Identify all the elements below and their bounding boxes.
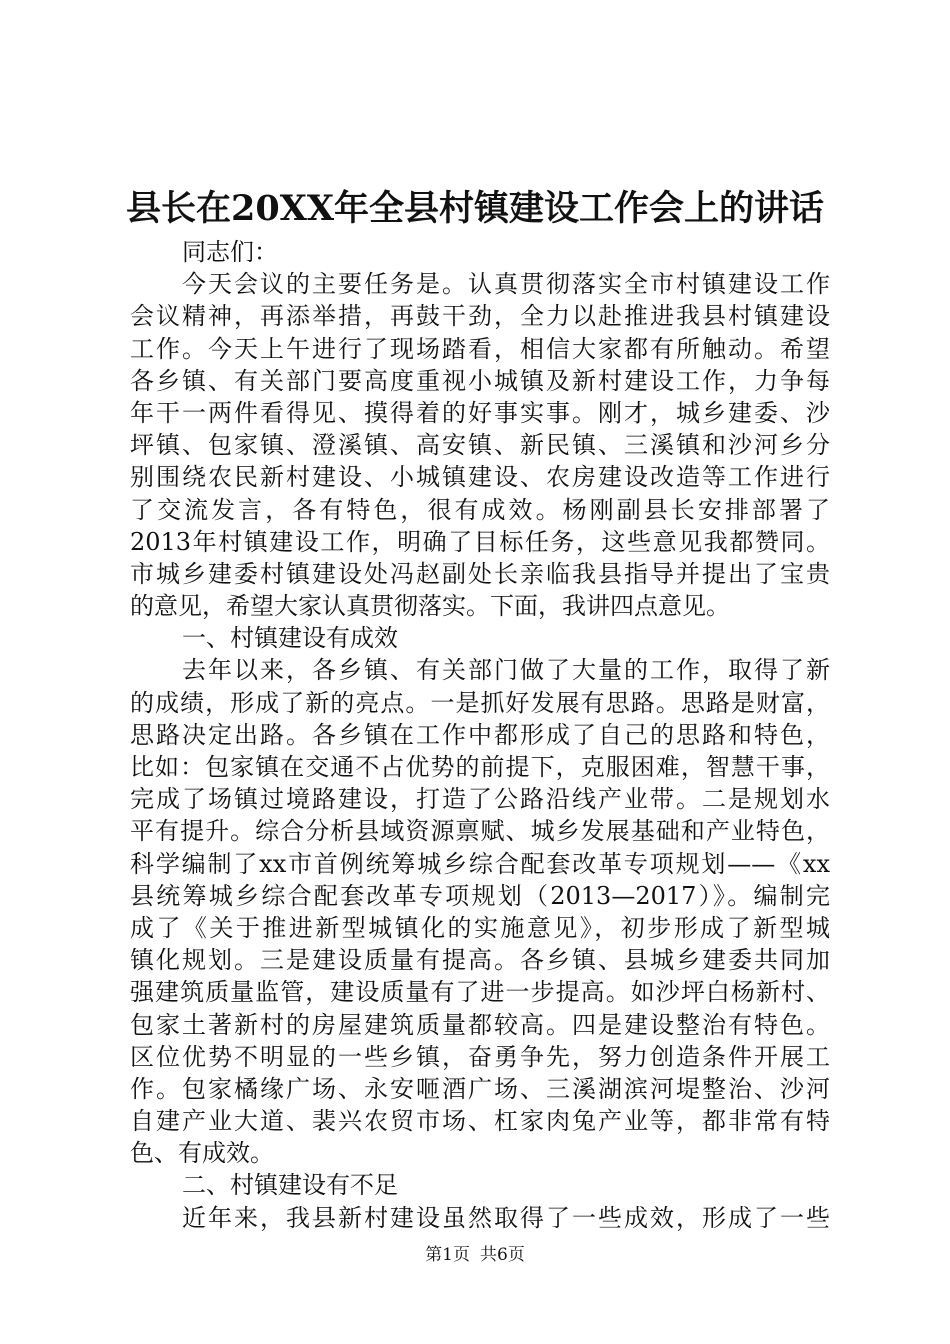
text-line: 思路决定出路。各乡镇在工作中都形成了自己的思路和特色， [130, 720, 830, 749]
text-line: 县统筹城乡综合配套改革专项规划（2013—2017）》。编制完 [130, 881, 830, 910]
text-line: 了交流发言，各有特色，很有成效。杨刚副县长安排部署了 [130, 495, 830, 524]
document-body [130, 236, 830, 1234]
page-total: 共6页 [480, 1245, 525, 1265]
text-line: 同志们： [182, 238, 278, 266]
text-line: 的意见，希望大家认真贯彻落实。下面，我讲四点意见。 [130, 592, 730, 621]
text-line: 平有提升。综合分析县域资源禀赋、城乡发展基础和产业特色， [130, 817, 830, 846]
text-line: 市城乡建委村镇建设处冯赵副处长亲临我县指导并提出了宝贵 [130, 559, 830, 588]
text-line: 一、村镇建设有成效 [182, 624, 398, 653]
text-line: 成了《关于推进新型城镇化的实施意见》，初步形成了新型城 [130, 913, 830, 942]
text-line: 二、村镇建设有不足 [182, 1171, 398, 1200]
text-line: 比如：包家镇在交通不占优势的前提下，克服困难，智慧干事， [130, 753, 830, 781]
text-line: 会议精神，再添举措，再鼓干劲，全力以赴推进我县村镇建设 [130, 302, 830, 331]
page-number: 第1页 [425, 1245, 470, 1265]
text-line: 色、有成效。 [130, 1139, 274, 1168]
text-line: 各乡镇、有关部门要高度重视小城镇及新村建设工作，力争每 [130, 366, 830, 395]
text-line: 强建筑质量监管，建设质量有了进一步提高。如沙坪白杨新村、 [130, 978, 830, 1007]
text-line: 作。包家橘缘广场、永安咂酒广场、三溪湖滨河堤整治、沙河 [130, 1074, 830, 1103]
text-line: 自建产业大道、裴兴农贸市场、杠家肉兔产业等，都非常有特 [130, 1107, 830, 1136]
text-line: 工作。今天上午进行了现场踏看，相信大家都有所触动。希望 [130, 334, 830, 363]
text-line: 包家土著新村的房屋建筑质量都较高。四是建设整治有特色。 [130, 1010, 830, 1039]
text-line: 区位优势不明显的一些乡镇，奋勇争先，努力创造条件开展工 [130, 1042, 830, 1071]
text-line: 完成了场镇过境路建设，打造了公路沿线产业带。二是规划水 [130, 785, 830, 814]
text-line: 今天会议的主要任务是。认真贯彻落实全市村镇建设工作 [182, 270, 830, 299]
text-line: 镇化规划。三是建设质量有提高。各乡镇、县城乡建委共同加 [130, 946, 830, 975]
text-line: 坪镇、包家镇、澄溪镇、高安镇、新民镇、三溪镇和沙河乡分 [130, 431, 830, 460]
page-footer [0, 1244, 950, 1266]
text-line: 去年以来，各乡镇、有关部门做了大量的工作，取得了新 [182, 656, 830, 685]
text-line: 近年来，我县新村建设虽然取得了一些成效，形成了一些 [182, 1203, 830, 1232]
document-title: 县长在20XX年全县村镇建设工作会上的讲话 [125, 188, 825, 229]
text-line: 的成绩，形成了新的亮点。一是抓好发展有思路。思路是财富， [130, 688, 830, 717]
text-line: 年干一两件看得见、摸得着的好事实事。刚才，城乡建委、沙 [130, 398, 830, 427]
text-line: 2013年村镇建设工作，明确了目标任务，这些意见我都赞同。 [130, 527, 830, 556]
text-line: 别围绕农民新村建设、小城镇建设、农房建设改造等工作进行 [130, 463, 830, 492]
text-line: 科学编制了xx市首例统筹城乡综合配套改革专项规划——《xx [130, 849, 830, 878]
